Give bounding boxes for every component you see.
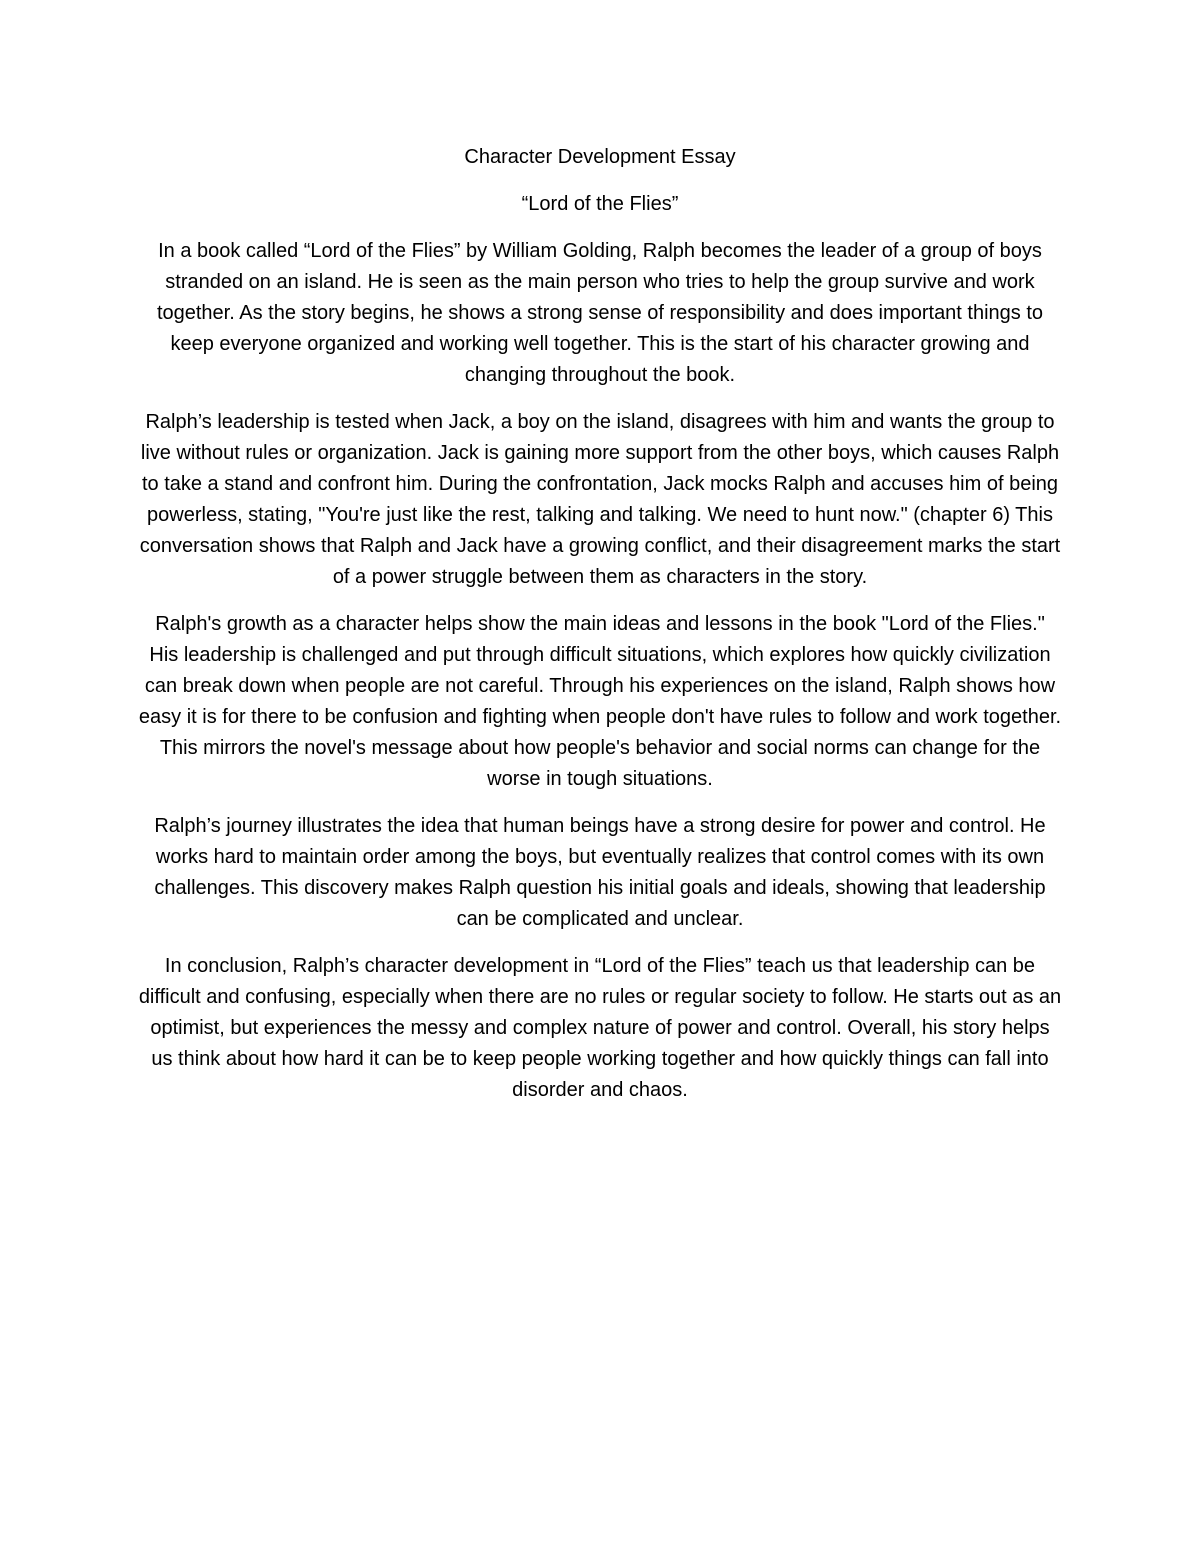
essay-paragraph-conclusion: In conclusion, Ralph’s character development in “Lord of the Flies” teach us that leadership can be difficult and confusing, especially when there are no rules or regular society to follow. He starts out as an optimist, but experiences the messy and complex nature of power and control. Overall, his story helps us think about how hard it can be to keep people working together and how quickly things can fall into disorder and chaos.: [138, 955, 1062, 1101]
essay-paragraph-journey: Ralph’s journey illustrates the idea that human beings have a strong desire for power and control. He works hard to maintain order among the boys, but eventually realizes that control comes with its own challenges. This discovery makes Ralph question his initial goals and ideals, showing that leadership can be complicated and unclear.: [154, 815, 1046, 930]
essay-heading: Character Development Essay: [464, 146, 736, 168]
essay-subtitle: “Lord of the Flies”: [521, 193, 679, 215]
essay-paragraph-intro: In a book called “Lord of the Flies” by William Golding, Ralph becomes the leader of a group of boys stranded on an island. He is seen as the main person who tries to help the group survive and work together. As the story begins, he shows a strong sense of responsibility and does important things to keep everyone organized and working well together. This is the start of his character growing and changing throughout the book.: [156, 240, 1044, 386]
essay-paragraph-conflict: Ralph’s leadership is tested when Jack, a boy on the island, disagrees with him and wants the group to live without rules or organization. Jack is gaining more support from the other boys, which causes Ralph to take a stand and confront him. During the confrontation, Jack mocks Ralph and accuses him of being powerless, stating, "You're just like the rest, talking and talking. We need to hunt now." (chapter 6) This conversation shows that Ralph and Jack have a growing conflict, and their disagreement marks the start of a power struggle between them as characters in the story.: [139, 411, 1061, 588]
essay-paragraph-growth: Ralph's growth as a character helps show the main ideas and lessons in the book "Lord of the Flies." His leadership is challenged and put through difficult situations, which explores how quickly civilization can break down when people are not careful. Through his experiences on the island, Ralph shows how easy it is for there to be confusion and fighting when people don't have rules to follow and work together. This mirrors the novel's message about how people's behavior and social norms can change for the worse in tough situations.: [138, 613, 1062, 790]
essay-body: [138, 142, 1062, 1122]
